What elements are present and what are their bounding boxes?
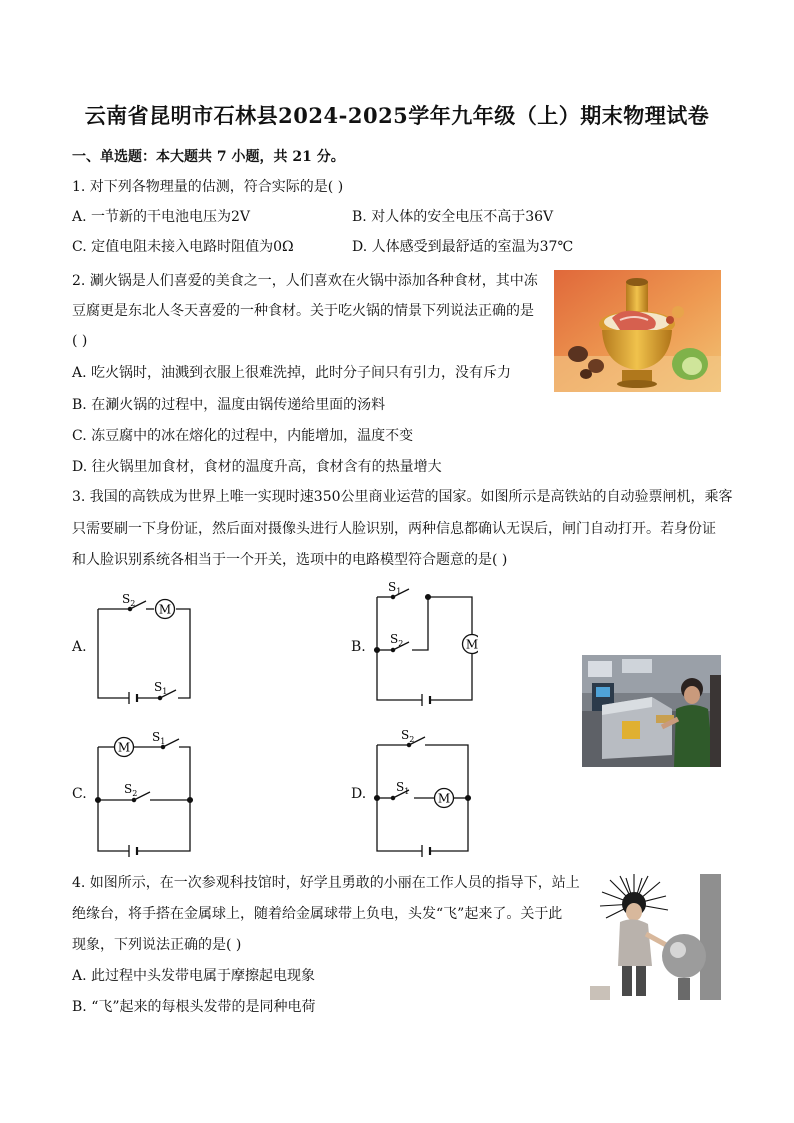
motor-label: M [437,791,451,806]
q3-option-a-label: A. [72,639,87,655]
exam-title: 云南省昆明市石林县2024-2025学年九年级（上）期末物理试卷 [84,103,710,128]
q3-stem-line3: 和人脸识别系统各相当于一个开关，选项中的电路模型符合题意的是( ) [72,552,508,568]
ticket-gate-photo [582,655,721,767]
q2-stem-line3: ( ) [72,333,88,349]
switch-s2-label: $S_2$ [124,782,138,798]
switch-s2-label: $S_2$ [401,728,415,744]
q2-option-b: B. 在涮火锅的过程中，温度由锅传递给里面的汤料 [72,397,386,413]
switch-s1-label: $S_1$ [152,730,166,746]
q2-stem-line2: 豆腐更是东北人冬天喜爱的一种食材。关于吃火锅的情景下列说法正确的是 [72,303,534,319]
q2-stem-line1: 2. 涮火锅是人们喜爱的美食之一，人们喜欢在火锅中添加各种食材，其中冻 [72,273,538,289]
q1-option-c: C. 定值电阻未接入电路时阻值为0Ω [72,239,294,255]
circuit-diagram-a [94,588,198,704]
static-hair-photo [590,874,721,1000]
q2-option-d: D. 往火锅里加食材，食材的温度升高，食材含有的热量增大 [72,459,442,475]
motor-label: M [117,740,131,755]
circuit-diagram-b [372,578,478,708]
q4-stem-line1: 4. 如图所示，在一次参观科技馆时，好学且勇敢的小丽在工作人员的指导下，站上 [72,875,580,891]
q3-option-d-label: D. [351,786,367,802]
q1-stem: 1. 对下列各物理量的估测，符合实际的是( ) [72,179,344,195]
switch-s1-label: $S_1$ [388,580,402,596]
q2-option-a: A. 吃火锅时，油溅到衣服上很难洗掉，此时分子间只有引力，没有斥力 [72,365,512,381]
motor-label: M [465,637,478,652]
hotpot-image [554,270,721,392]
q4-option-b: B. “飞”起来的每根头发带的是同种电荷 [72,999,316,1015]
q3-stem-line2: 只需要刷一下身份证，然后面对摄像头进行人脸识别，两种信息都确认无误后，闸门自动打开。若身份证 [72,521,716,537]
circuit-diagram-d [372,724,478,858]
q3-option-b-label: B. [351,639,366,655]
q3-stem-line1: 3. 我国的高铁成为世界上唯一实现时速350公里商业运营的国家。如图所示是高铁站的自动验票闸机，乘客 [72,489,733,505]
q1-option-b: B. 对人体的安全电压不高于36V [352,209,554,225]
switch-s2-label: $S_2$ [122,592,136,608]
q4-stem-line3: 现象，下列说法正确的是( ) [72,937,242,953]
switch-s1-label: $S_1$ [396,780,410,796]
motor-label: M [158,602,172,617]
q4-option-a: A. 此过程中头发带电属于摩擦起电现象 [72,968,316,984]
q1-option-d: D. 人体感受到最舒适的室温为37℃ [352,239,574,255]
q4-stem-line2: 绝缘台，将手搭在金属球上，随着给金属球带上负电，头发“飞”起来了。关于此 [72,906,563,922]
q3-option-c-label: C. [72,786,87,802]
section-heading: 一、单选题：本大题共 7 小题，共 21 分。 [72,149,345,165]
switch-s1-label: $S_1$ [154,680,168,696]
q1-option-a: A. 一节新的干电池电压为2V [72,209,251,225]
circuit-diagram-c [94,728,198,858]
q2-option-c: C. 冻豆腐中的冰在熔化的过程中，内能增加，温度不变 [72,428,414,444]
switch-s2-label: $S_2$ [390,632,404,648]
